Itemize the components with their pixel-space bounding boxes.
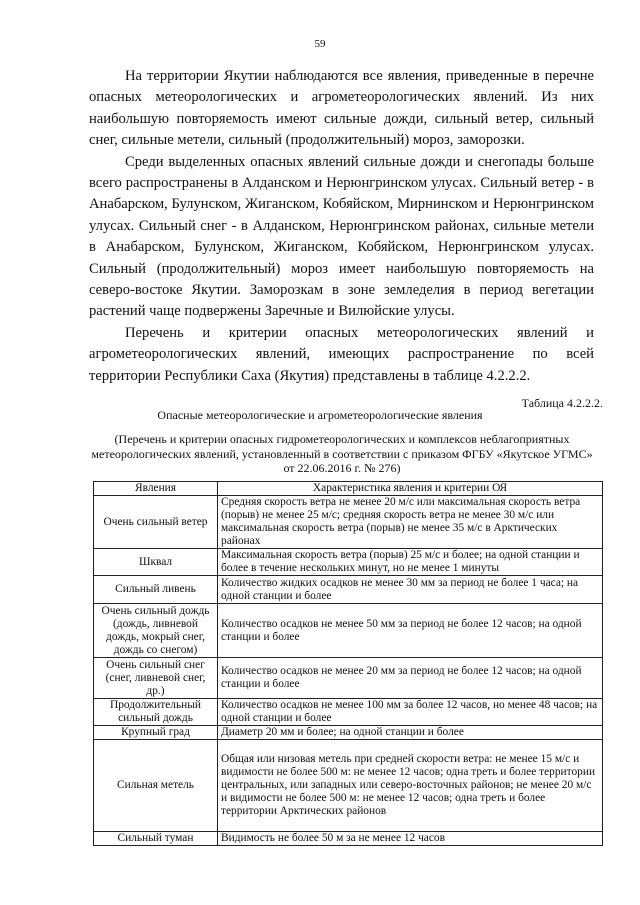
table-row bbox=[94, 604, 603, 658]
phenomenon-criteria: Видимость не более 50 м за не менее 12 часов bbox=[218, 832, 603, 846]
table-row bbox=[94, 832, 603, 846]
hazards-table bbox=[93, 481, 603, 846]
table-row bbox=[94, 496, 603, 549]
paragraph-1: На территории Якутии наблюдаются все явления, приведенные в перечне опасных метеорологических и агрометеорологических явлений. Из них наибольшую повторяемость имеют сильные дожди, сильный ветер, сильный снег, сильные метели, сильный (продолжительный) мороз, заморозки. bbox=[89, 68, 594, 149]
phenomenon-name: Очень сильный снег (снег, ливневой снег, др.) bbox=[94, 658, 218, 699]
table-row bbox=[94, 576, 603, 604]
paragraph-2: Среди выделенных опасных явлений сильные дожди и снегопады больше всего распространены в Алданском и Нерюнгринском улусах. Сильный ветер - в Анабарском, Булунском, Жиганском, Кобяйском, Мирнинском и Нерюнгринском улусах. Сильный снег - в Алданском, Нерюнгринском районах, сильные метели в Анабарском, Булунском, Жиганском, Кобяйском, Нерюнгринском улусах. Сильный (продолжительный) мороз имеет наибольшую повторяемость на северо-востоке Якутии. Заморозкам в зоне земледелия в период вегетации растений чаще подвержены Заречные и Вилюйские улусы. bbox=[89, 153, 594, 320]
phenomenon-name: Шквал bbox=[94, 549, 218, 576]
phenomenon-criteria: Количество осадков не менее 50 мм за период не более 12 часов; на одной станции и более bbox=[218, 604, 603, 658]
phenomenon-criteria: Средняя скорость ветра не менее 20 м/с или максимальная скорость ветра (порыв) не менее 25 м/с; средняя скорость ветра не менее 30 м/с или максимальная скорость ветра (порыв) не менее 35 м/с в Арктических районах bbox=[218, 496, 603, 549]
table-title: Опасные метеорологические и агрометеорологические явления bbox=[157, 408, 483, 422]
table-row bbox=[94, 726, 603, 740]
phenomenon-name: Сильная метель bbox=[94, 740, 218, 832]
table-row bbox=[94, 658, 603, 699]
phenomenon-criteria: Общая или низовая метель при средней скорости ветра: не менее 15 м/с и видимости не более 500 м: не менее 12 часов; одна треть и более территории центральных, или западных или северо-восточных районов; не менее 20 м/с и видимости не более 500 м: не менее 12 часов; одна треть и более территории Арктических районов bbox=[218, 740, 603, 832]
table-row bbox=[94, 549, 603, 576]
table-row bbox=[94, 740, 603, 832]
phenomenon-name: Сильный ливень bbox=[94, 576, 218, 604]
table-row bbox=[94, 699, 603, 726]
phenomenon-criteria: Количество осадков не менее 20 мм за период не более 12 часов; на одной станции и более bbox=[218, 658, 603, 699]
header-criteria: Характеристика явления и критерии ОЯ bbox=[218, 482, 603, 496]
paragraph-3: Перечень и критерии опасных метеорологических явлений и агрометеорологических явлений, имеющих распространение по всей территории Республики Саха (Якутия) представлены в таблице 4.2.2.2. bbox=[89, 324, 594, 384]
table-label: Таблица 4.2.2.2. bbox=[521, 396, 603, 410]
table-header-row bbox=[94, 482, 603, 496]
phenomenon-name: Сильный туман bbox=[94, 832, 218, 846]
phenomenon-name: Очень сильный ветер bbox=[94, 496, 218, 549]
phenomenon-name: Продолжительный сильный дождь bbox=[94, 699, 218, 726]
phenomenon-name: Очень сильный дождь (дождь, ливневой дождь, мокрый снег, дождь со снегом) bbox=[94, 604, 218, 658]
body-text bbox=[89, 66, 594, 387]
header-phenomena: Явления bbox=[94, 482, 218, 496]
phenomenon-criteria: Количество жидких осадков не менее 30 мм за период не более 1 часа; на одной станции и более bbox=[218, 576, 603, 604]
page-number: 59 bbox=[314, 38, 326, 50]
table-subtitle: (Перечень и критерии опасных гидрометеорологических и комплексов неблагоприятных метеорологических явлений, установленный в соответствии с приказом ФГБУ «Якутское УГМС» от 22.06.2016 г. № 276) bbox=[91, 432, 593, 475]
phenomenon-criteria: Максимальная скорость ветра (порыв) 25 м/с и более; на одной станции и более в течение нескольких минут, но не менее 1 минуты bbox=[218, 549, 603, 576]
phenomenon-criteria: Количество осадков не менее 100 мм за более 12 часов, но менее 48 часов; на одной станции и более bbox=[218, 699, 603, 726]
phenomenon-criteria: Диаметр 20 мм и более; на одной станции и более bbox=[218, 726, 603, 740]
phenomenon-name: Крупный град bbox=[94, 726, 218, 740]
